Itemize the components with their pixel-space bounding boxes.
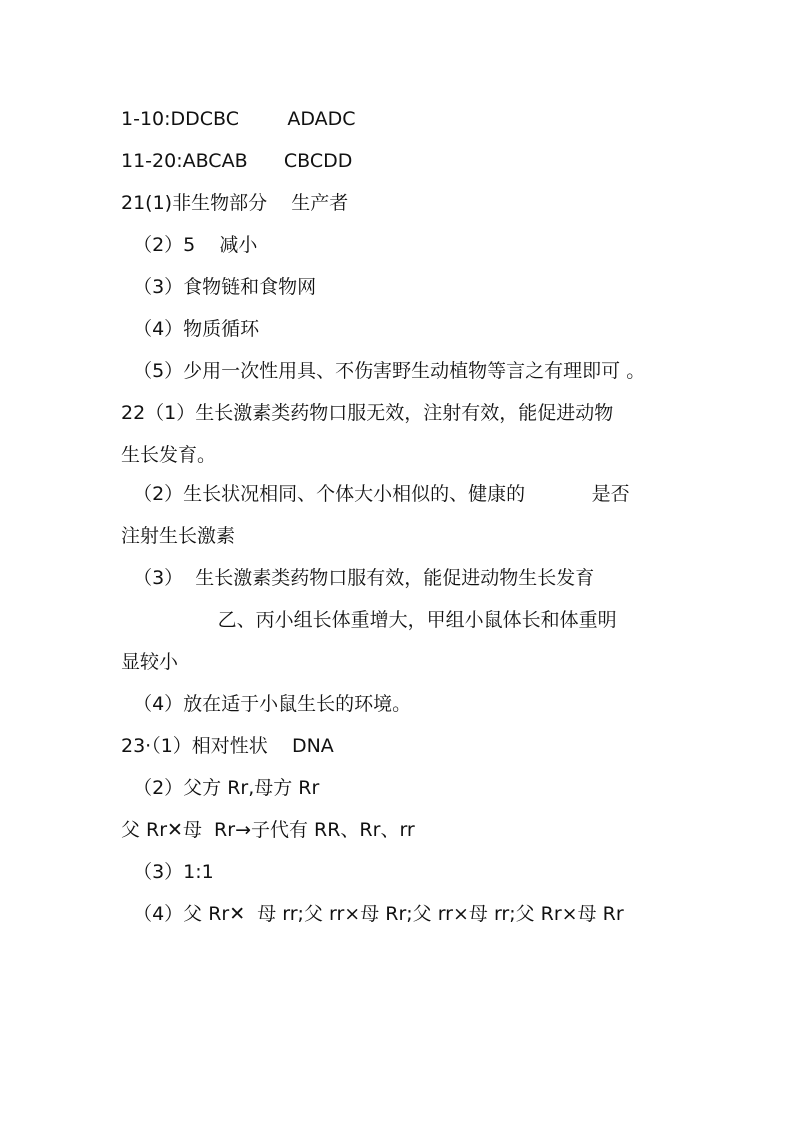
answer-line-22-3c: 显较小 — [121, 651, 179, 673]
answer-line-22-2a: （2）生长状况相同、个体大小相似的、健康的 是否 — [121, 483, 630, 505]
answer-line-11-20: 11-20:ABCAB CBCDD — [121, 150, 353, 172]
answer-line-23-4: （4）父 Rr✕ 母 rr;父 rr×母 Rr;父 rr×母 rr;父 Rr×母 Rr — [121, 903, 624, 925]
answer-line-22-1b: 生长发育。 — [121, 444, 217, 466]
answer-line-21-3: （3）食物链和食物网 — [121, 276, 317, 298]
answer-line-23-2a: （2）父方 Rr,母方 Rr — [121, 777, 320, 799]
answer-line-21-5: （5）少用一次性用具、不伤害野生动植物等言之有理即可 。 — [121, 360, 646, 382]
answer-line-22-3a: （3） 生长激素类药物口服有效，能促进动物生长发育 — [121, 567, 595, 589]
answer-line-23-1: 23·（1）相对性状 DNA — [121, 735, 334, 757]
answer-line-22-1a: 22（1）生长激素类药物口服无效，注射有效，能促进动物 — [121, 402, 614, 424]
answer-line-23-2b: 父 Rr✕母 Rr→子代有 RR、Rr、rr — [121, 819, 415, 841]
answer-line-21-2: （2）5 减小 — [121, 234, 258, 256]
answer-line-22-4: （4）放在适于小鼠生长的环境。 — [121, 693, 412, 715]
answer-line-1-10: 1-10:DDCBC ADADC — [121, 108, 356, 130]
answer-line-21-4: （4）物质循环 — [121, 318, 260, 340]
answer-line-23-3: （3）1:1 — [121, 861, 214, 883]
answer-line-22-2b: 注射生长激素 — [121, 525, 236, 547]
answer-line-21-1: 21(1)非生物部分 生产者 — [121, 192, 349, 214]
answer-line-22-3b: 乙、丙小组长体重增大，甲组小鼠体长和体重明 — [121, 609, 617, 631]
